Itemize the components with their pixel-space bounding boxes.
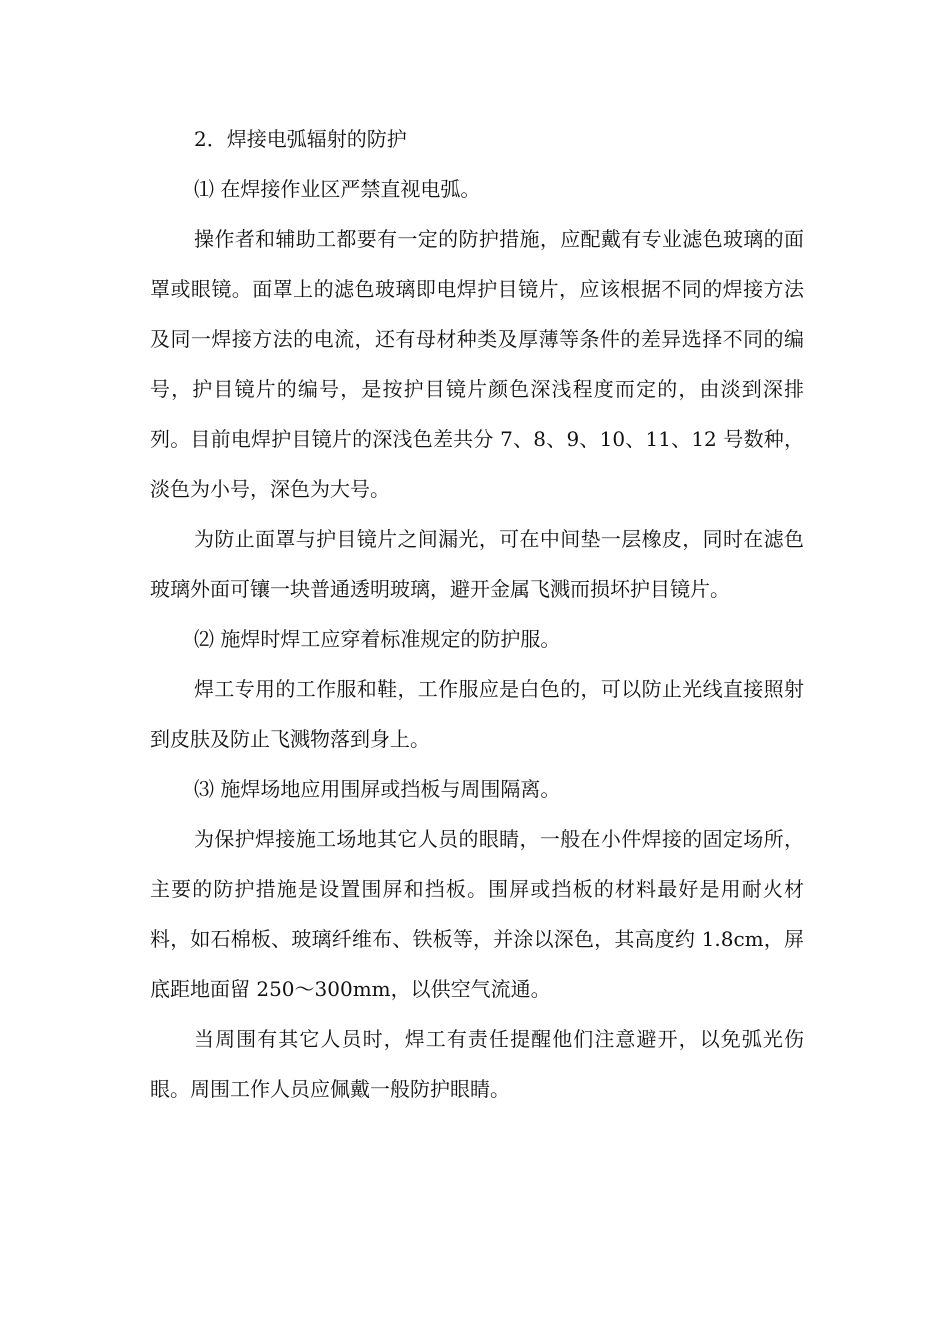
paragraph-3: 焊工专用的工作服和鞋，工作服应是白色的，可以防止光线直接照射到皮肤及防止飞溅物落到身上。 bbox=[150, 677, 804, 751]
document-body bbox=[150, 114, 804, 1114]
list-item-1: ⑴ 在焊接作业区严禁直视电弧。 bbox=[194, 177, 481, 201]
list-item-2: ⑵ 施焊时焊工应穿着标准规定的防护服。 bbox=[194, 627, 561, 651]
list-item-3: ⑶ 施焊场地应用围屏或挡板与周围隔离。 bbox=[194, 777, 561, 801]
section-heading: 2．焊接电弧辐射的防护 bbox=[194, 127, 407, 151]
paragraph-2: 为防止面罩与护目镜片之间漏光，可在中间垫一层橡皮，同时在滤色玻璃外面可镶一块普通透明玻璃，避开金属飞溅而损坏护目镜片。 bbox=[150, 527, 804, 601]
paragraph-4: 为保护焊接施工场地其它人员的眼睛，一般在小件焊接的固定场所，主要的防护措施是设置围屏和挡板。围屏或挡板的材料最好是用耐火材料，如石棉板、玻璃纤维布、铁板等，并涂以深色，其高度约 1.8cm，屏底距地面留 250～300mm，以供空气流通。 bbox=[150, 827, 804, 1001]
paragraph-1: 操作者和辅助工都要有一定的防护措施，应配戴有专业滤色玻璃的面罩或眼镜。面罩上的滤色玻璃即电焊护目镜片，应该根据不同的焊接方法及同一焊接方法的电流，还有母材种类及厚薄等条件的差异选择不同的编号，护目镜片的编号，是按护目镜片颜色深浅程度而定的，由淡到深排列。目前电焊护目镜片的深浅色差共分 7、8、9、10、11、12 号数种，淡色为小号，深色为大号。 bbox=[150, 227, 804, 501]
paragraph-5: 当周围有其它人员时，焊工有责任提醒他们注意避开，以免弧光伤眼。周围工作人员应佩戴一般防护眼睛。 bbox=[150, 1027, 804, 1101]
